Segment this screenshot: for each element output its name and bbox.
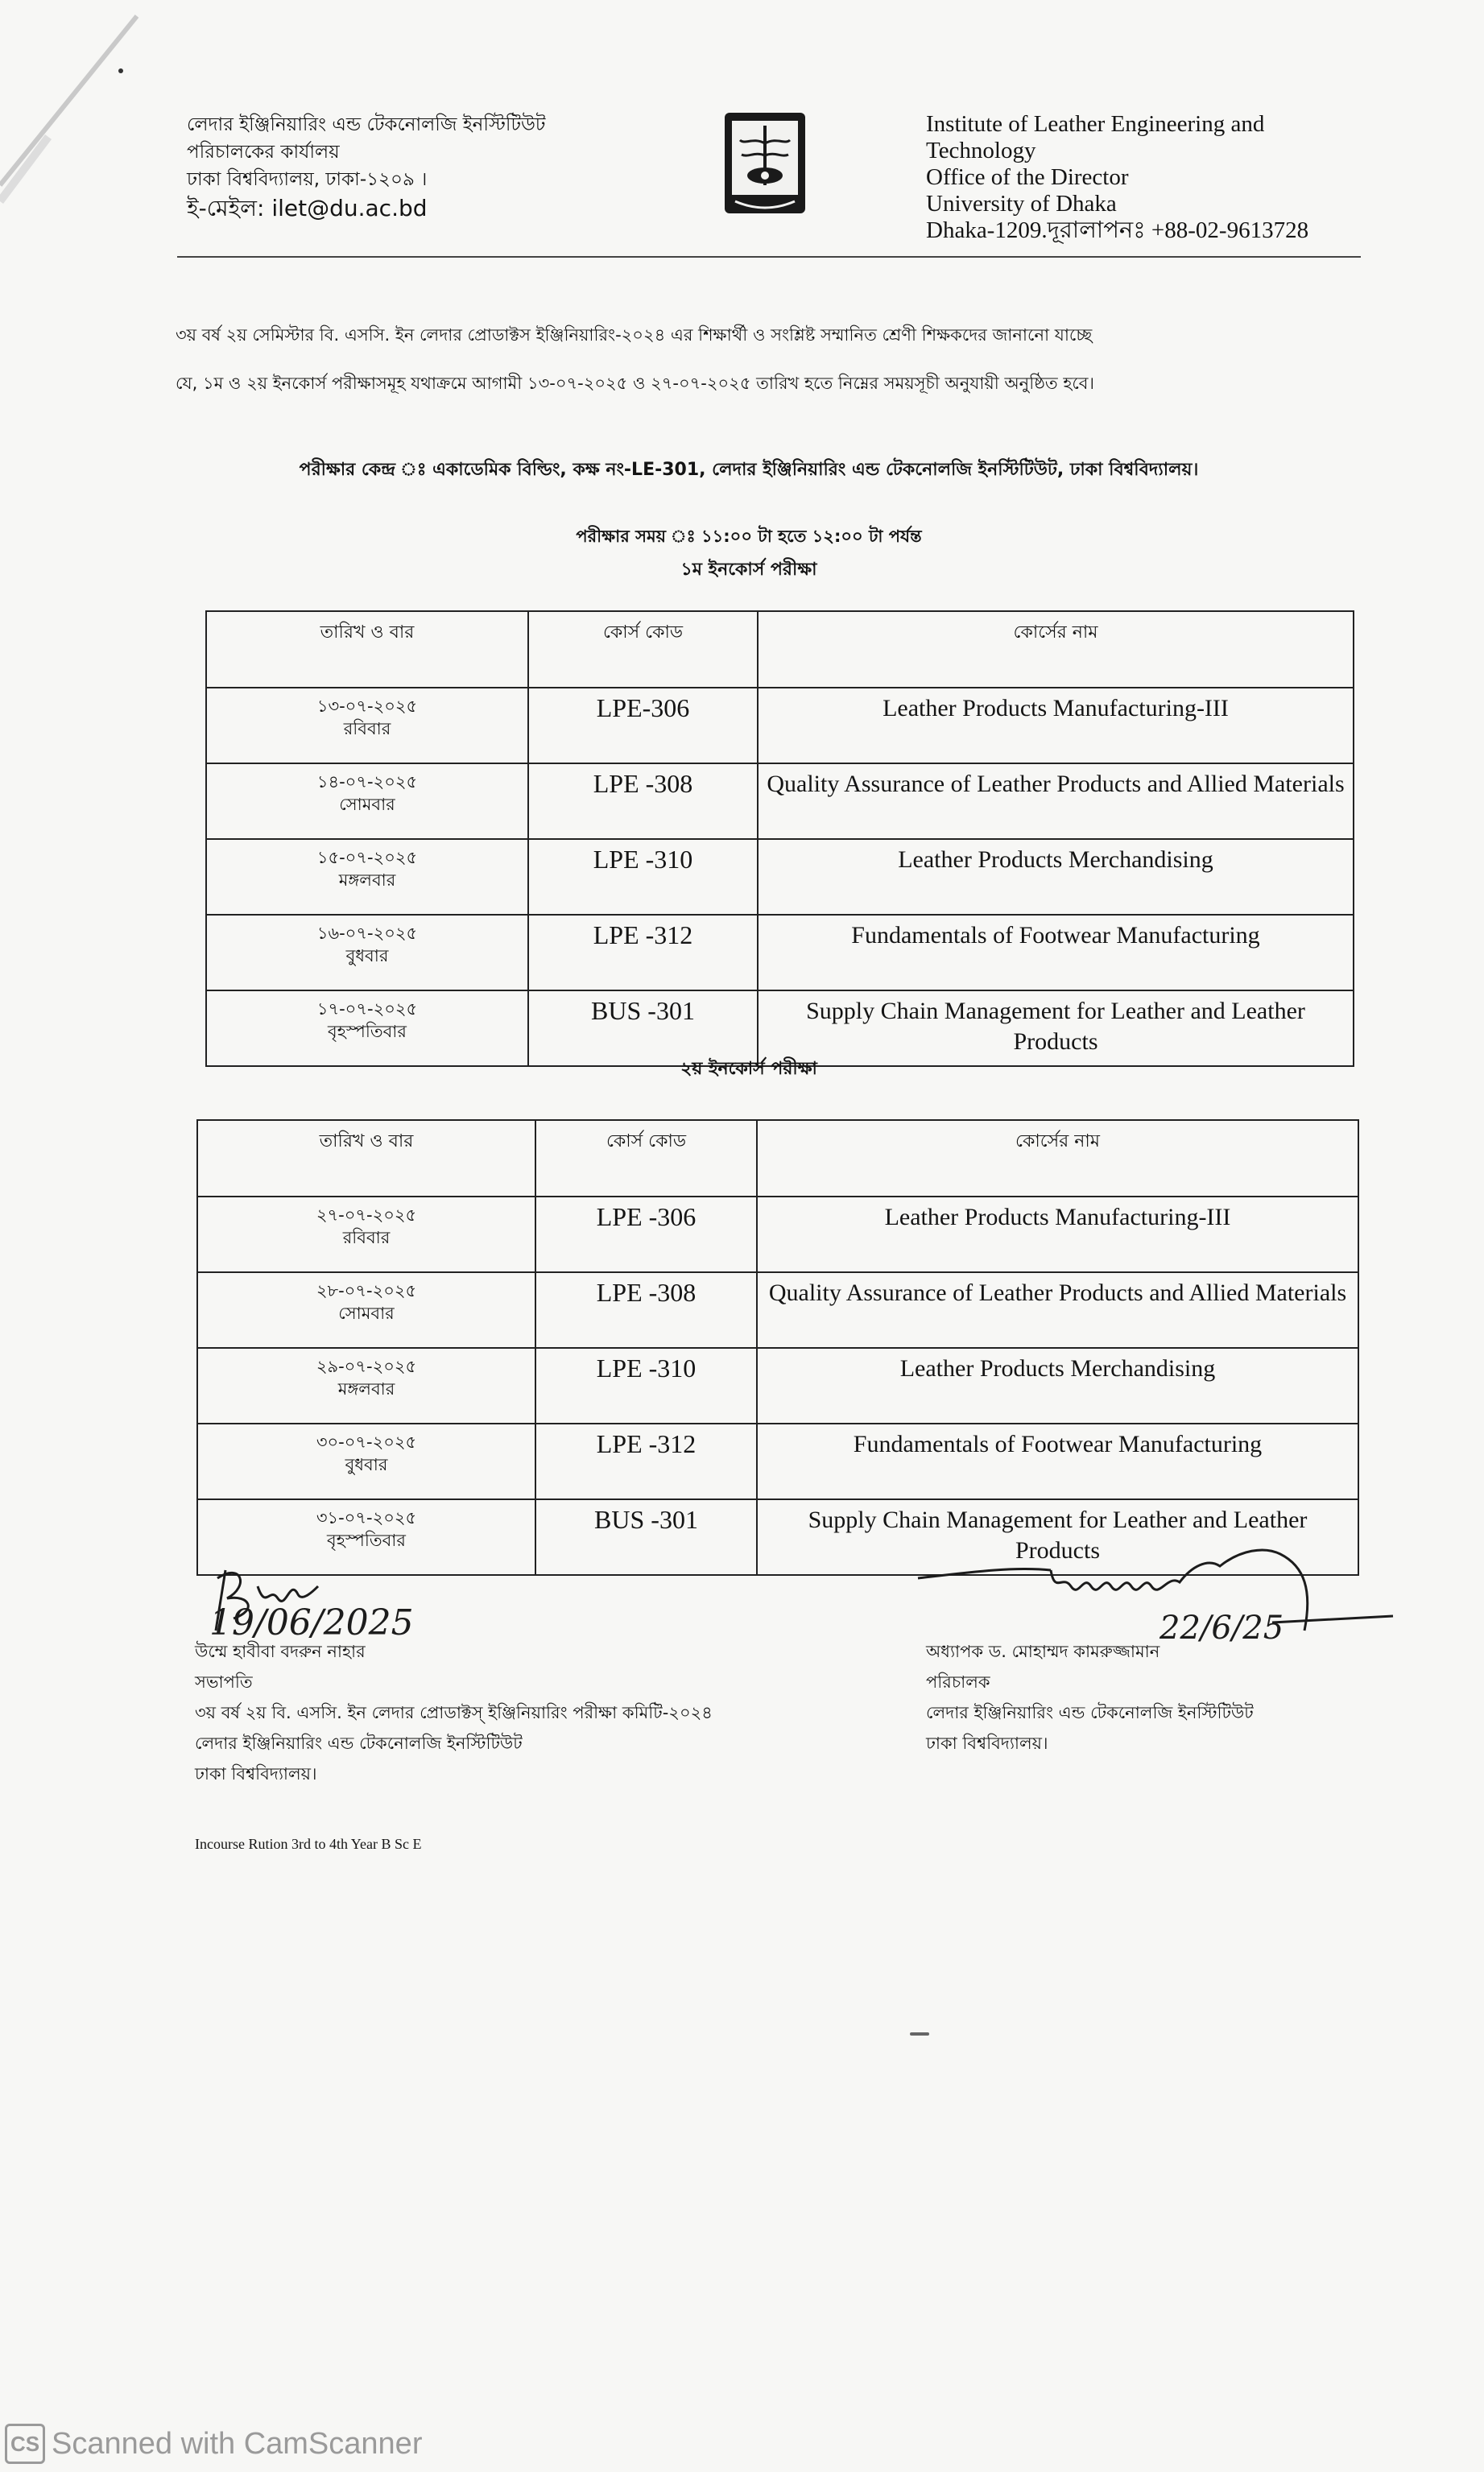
date-cell xyxy=(206,839,528,915)
svg-text:22/6/25: 22/6/25 xyxy=(1160,1610,1284,1647)
table-row xyxy=(197,1424,1358,1499)
intro-line-1: ৩য় বর্ষ ২য় সেমিস্টার বি. এসসি. ইন লেদার প্রোডাক্টস ইঞ্জিনিয়ারিং-২০২৪ এর শিক্ষার্থী ও সংশ্লিষ্ট সম্মানিত শ্রেণী শিক্ষকদের জানানো যাচ্ছে xyxy=(176,325,1093,345)
university-logo-icon xyxy=(721,111,809,220)
exam-date: ১৩-০৭-২০২৫ xyxy=(316,697,418,716)
exam-date: ১৭-০৭-২০২৫ xyxy=(316,999,418,1019)
table-row xyxy=(206,688,1354,763)
course-code: BUS -301 xyxy=(535,1499,757,1575)
course-code: LPE -310 xyxy=(528,839,758,915)
course-code: LPE-306 xyxy=(528,688,758,763)
left-signatory-block xyxy=(195,1636,713,1789)
exam-center: পরীক্ষার কেন্দ্র ঃ একাডেমিক বিল্ডিং, কক্ষ নং-LE-301, লেদার ইঞ্জিনিয়ারিং এন্ড টেকনোলজি ইনস্টিটিউট, ঢাকা বিশ্ববিদ্যালয়। xyxy=(299,460,1199,480)
course-name: Fundamentals of Footwear Manufacturing xyxy=(757,1424,1358,1499)
office-name-en: Office of the Director xyxy=(926,164,1129,190)
right-signatory-block xyxy=(926,1636,1254,1759)
exam-date: ২৭-০৭-২০২৫ xyxy=(316,1205,417,1225)
incourse-1-table xyxy=(205,610,1354,1067)
signatory-institute: লেদার ইঞ্জিনিয়ারিং এন্ড টেকনোলজি ইনস্টিটিউট xyxy=(926,1703,1254,1722)
exam-day: মঙ্গলবার xyxy=(337,1379,395,1399)
left-signature-icon xyxy=(177,1554,467,1643)
exam-day: রবিবার xyxy=(343,719,391,738)
incourse-2-title: ২য় ইনকোর্স পরীক্ষা xyxy=(680,1059,817,1079)
camscanner-icon: CS xyxy=(5,2424,45,2464)
address-phone-en: Dhaka-1209.দূরালাপনঃ +88-02-9613728 xyxy=(926,217,1309,243)
email-line: ই-মেইল: ilet@du.ac.bd xyxy=(187,195,428,221)
course-name: Leather Products Manufacturing-III xyxy=(757,1197,1358,1272)
course-code: BUS -301 xyxy=(528,990,758,1066)
exam-day: বুধবার xyxy=(345,946,389,965)
course-name: Leather Products Manufacturing-III xyxy=(758,688,1354,763)
scan-speck xyxy=(910,2032,929,2036)
course-name: Supply Chain Management for Leather and Leather Products xyxy=(757,1499,1358,1575)
institute-name-bn: লেদার ইঞ্জিনিয়ারিং এন্ড টেকনোলজি ইনস্টিটিউট xyxy=(187,114,546,135)
institute-name-en-2: Technology xyxy=(926,138,1036,163)
course-code: LPE -308 xyxy=(528,763,758,839)
header-divider xyxy=(177,256,1361,258)
exam-date: ১৫-০৭-২০২৫ xyxy=(316,848,418,867)
exam-time: পরীক্ষার সময় ঃ ১১:০০ টা হতে ১২:০০ টা পর্যন্ত xyxy=(576,527,922,546)
col-code-header: কোর্স কোড xyxy=(528,611,758,688)
course-code: LPE -312 xyxy=(528,915,758,990)
course-name: Supply Chain Management for Leather and Leather Products xyxy=(758,990,1354,1066)
incourse-1-title: ১ম ইনকোর্স পরীক্ষা xyxy=(680,560,817,580)
exam-day: সোমবার xyxy=(339,795,395,814)
scan-fold-mark xyxy=(0,0,161,209)
exam-day: বুধবার xyxy=(345,1455,388,1474)
scanner-watermark xyxy=(5,2424,422,2464)
table-row xyxy=(206,915,1354,990)
course-name: Leather Products Merchandising xyxy=(757,1348,1358,1424)
header-bangla-block xyxy=(187,111,606,222)
watermark-text: Scanned with CamScanner xyxy=(52,2426,423,2461)
signatory-institute: লেদার ইঞ্জিনিয়ারিং এন্ড টেকনোলজি ইনস্টিটিউট xyxy=(195,1734,523,1753)
exam-date: ১৪-০৭-২০২৫ xyxy=(316,772,418,792)
course-code: LPE -312 xyxy=(535,1424,757,1499)
table-row xyxy=(197,1348,1358,1424)
footer-note: Incourse Rution 3rd to 4th Year B Sc E xyxy=(195,1836,422,1852)
exam-day: বৃহস্পতিবার xyxy=(327,1531,406,1550)
date-cell xyxy=(206,763,528,839)
signatory-university: ঢাকা বিশ্ববিদ্যালয়। xyxy=(926,1734,1048,1753)
header-english-block xyxy=(926,111,1345,244)
exam-date: ১৬-০৭-২০২৫ xyxy=(316,924,418,943)
signatory-name: উম্মে হাবীবা বদরুন নাহার xyxy=(195,1642,366,1661)
exam-date: ২৮-০৭-২০২৫ xyxy=(316,1281,417,1300)
date-cell xyxy=(197,1348,535,1424)
course-code: LPE -308 xyxy=(535,1272,757,1348)
university-name-en: University of Dhaka xyxy=(926,191,1117,217)
date-cell xyxy=(206,915,528,990)
course-code: LPE -310 xyxy=(535,1348,757,1424)
date-cell xyxy=(206,688,528,763)
signatory-committee: ৩য় বর্ষ ২য় বি. এসসি. ইন লেদার প্রোডাক্টস্ ইঞ্জিনিয়ারিং পরীক্ষা কমিটি-২০২৪ xyxy=(195,1703,713,1722)
exam-date: ২৯-০৭-২০২৫ xyxy=(316,1357,417,1376)
course-name: Fundamentals of Footwear Manufacturing xyxy=(758,915,1354,990)
col-date-header: তারিখ ও বার xyxy=(197,1120,535,1197)
table-row xyxy=(206,839,1354,915)
col-code-header: কোর্স কোড xyxy=(535,1120,757,1197)
intro-line-2: যে, ১ম ও ২য় ইনকোর্স পরীক্ষাসমূহ যথাক্রমে আগামী ১৩-০৭-২০২৫ ও ২৭-০৭-২০২৫ তারিখ হতে নিম্নের সময়সূচী অনুযায়ী অনুষ্ঠিত হবে। xyxy=(176,374,1094,393)
course-code: LPE -306 xyxy=(535,1197,757,1272)
table-row xyxy=(206,763,1354,839)
col-name-header: কোর্সের নাম xyxy=(758,611,1354,688)
exam-date: ৩১-০৭-২০২৫ xyxy=(316,1508,417,1527)
table-row xyxy=(197,1197,1358,1272)
signatory-title: সভাপতি xyxy=(195,1672,253,1692)
signatory-title: পরিচালক xyxy=(926,1672,990,1692)
date-cell xyxy=(197,1272,535,1348)
incourse-2-table xyxy=(196,1119,1359,1576)
signatory-name: অধ্যাপক ড. মোহাম্মদ কামরুজ্জামান xyxy=(926,1642,1160,1661)
course-name: Quality Assurance of Leather Products and Allied Materials xyxy=(757,1272,1358,1348)
exam-date: ৩০-০৭-২০২৫ xyxy=(316,1432,417,1452)
col-name-header: কোর্সের নাম xyxy=(757,1120,1358,1197)
exam-day: মঙ্গলবার xyxy=(338,870,396,890)
address-bn: ঢাকা বিশ্ববিদ্যালয়, ঢাকা-১২০৯ । xyxy=(187,169,428,190)
table-header-row xyxy=(197,1120,1358,1197)
exam-day: বৃহস্পতিবার xyxy=(328,1022,407,1041)
date-cell xyxy=(197,1197,535,1272)
svg-text:19/06/2025: 19/06/2025 xyxy=(209,1602,414,1643)
exam-day: সোমবার xyxy=(338,1304,395,1323)
date-cell xyxy=(197,1424,535,1499)
col-date-header: তারিখ ও বার xyxy=(206,611,528,688)
table-row xyxy=(197,1272,1358,1348)
exam-day: রবিবার xyxy=(342,1228,391,1247)
table-header-row xyxy=(206,611,1354,688)
office-name-bn: পরিচালকের কার্যালয় xyxy=(187,142,340,163)
course-name: Leather Products Merchandising xyxy=(758,839,1354,915)
signatory-university: ঢাকা বিশ্ববিদ্যালয়। xyxy=(195,1764,317,1784)
course-name: Quality Assurance of Leather Products and Allied Materials xyxy=(758,763,1354,839)
institute-name-en-1: Institute of Leather Engineering and xyxy=(926,111,1265,137)
